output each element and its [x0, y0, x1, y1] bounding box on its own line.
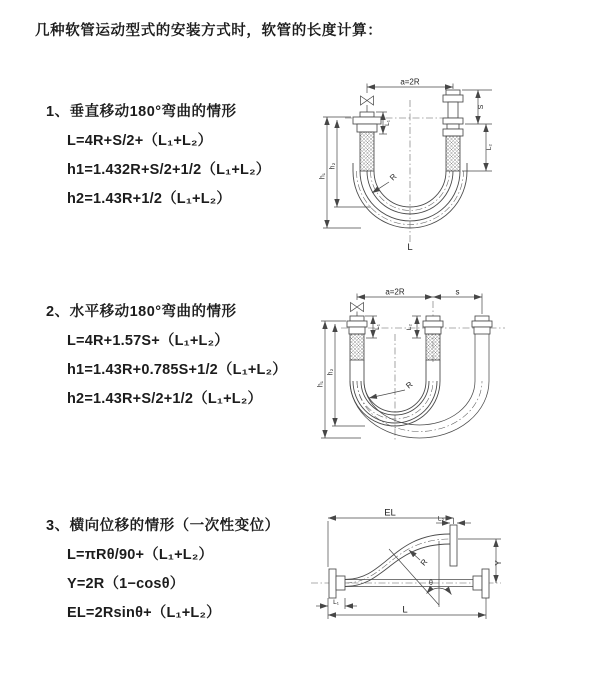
dim-l-label: L	[402, 604, 408, 616]
dim-s-group	[462, 90, 492, 171]
flange-right-upper	[450, 525, 457, 566]
formula-line: Y=2R（1−cosθ）	[67, 576, 185, 592]
hose-fitting-middle	[423, 316, 443, 381]
valve-icon	[351, 303, 364, 317]
section-2-heading: 2、水平移动180°弯曲的情形	[46, 304, 237, 320]
dim-l1-label: L₁	[333, 599, 339, 606]
dim-el-label: EL	[384, 507, 396, 519]
dim-l-label: L	[407, 242, 413, 253]
flange-right-lower	[473, 569, 489, 598]
radius-label: R	[404, 379, 415, 391]
section-3-heading: 3、横向位移的情形（一次性变位）	[46, 518, 280, 534]
formula-line: h2=1.43R+1/2（L₁+L₂）	[67, 191, 232, 207]
radius-label: R	[388, 172, 399, 183]
hose-fitting-left	[353, 112, 381, 171]
diagram-vertical-180-bend	[315, 76, 560, 256]
valve-icon	[361, 96, 374, 112]
page-title: 几种软管运动型式的安装方式时，软管的长度计算：	[35, 23, 383, 39]
dim-s-label: S	[478, 104, 485, 110]
formula-line: L=4R+1.57S+（L₁+L₂）	[67, 333, 229, 349]
dim-l1-group	[316, 598, 357, 609]
dim-l2-group	[486, 124, 493, 171]
hose-s-curve	[345, 534, 450, 587]
dim-l1-label: L₁	[384, 120, 391, 126]
formula-line: EL=2Rsinθ+（L₁+L₂）	[67, 605, 221, 621]
dim-a-2r-group	[357, 288, 482, 315]
flange-left	[329, 569, 345, 598]
radius-leader	[369, 380, 415, 398]
dim-l-group	[328, 598, 486, 619]
formula-line: L=4R+S/2+（L₁+L₂）	[67, 133, 213, 149]
dim-l1-label: L₁	[374, 324, 381, 330]
dim-a-2r-group	[367, 78, 453, 94]
dim-l2-label: L₂	[486, 143, 493, 151]
section-vertical-movement	[46, 98, 270, 214]
dim-a-label: a=2R	[400, 77, 420, 87]
hose-fitting-right-displaced	[472, 316, 492, 381]
dim-l2-label: L₂	[406, 323, 413, 331]
hose-fitting-right	[443, 90, 463, 171]
dim-a-label: a=2R	[385, 287, 405, 297]
formula-line: h2=1.43R+S/2+1/2（L₁+L₂）	[67, 391, 263, 407]
dim-h2-label: h₂	[329, 162, 337, 170]
diagram-horizontal-180-bend	[313, 286, 598, 448]
dim-s-label: s	[455, 287, 460, 297]
formula-line: h1=1.43R+0.785S+1/2（L₁+L₂）	[67, 362, 287, 378]
radius-leader	[409, 550, 430, 567]
section-horizontal-movement	[46, 298, 287, 414]
dim-s-group	[433, 288, 482, 298]
dim-l2-label: L₂	[437, 515, 445, 523]
dim-y-label: Y	[494, 560, 503, 566]
hose-u-bend-displaced	[350, 381, 489, 438]
section-1-heading: 1、垂直移动180°弯曲的情形	[46, 104, 237, 120]
dim-el-group	[328, 508, 454, 568]
dim-h2-label: h₂	[327, 368, 335, 376]
hose-fitting-left	[347, 316, 367, 381]
formula-line: h1=1.432R+S/2+1/2（L₁+L₂）	[67, 162, 271, 178]
dim-h1-group	[320, 117, 362, 228]
dim-h1-label: h₁	[319, 172, 327, 180]
formula-line: L=πRθ/90+（L₁+L₂）	[67, 547, 214, 563]
dim-h1-label: h₁	[317, 380, 325, 388]
radius-label: R	[418, 557, 430, 568]
section-lateral-displacement	[46, 512, 280, 628]
angle-theta-label: θ	[429, 580, 433, 587]
dim-l2-group	[406, 316, 421, 338]
diagram-lateral-displacement	[298, 503, 600, 648]
